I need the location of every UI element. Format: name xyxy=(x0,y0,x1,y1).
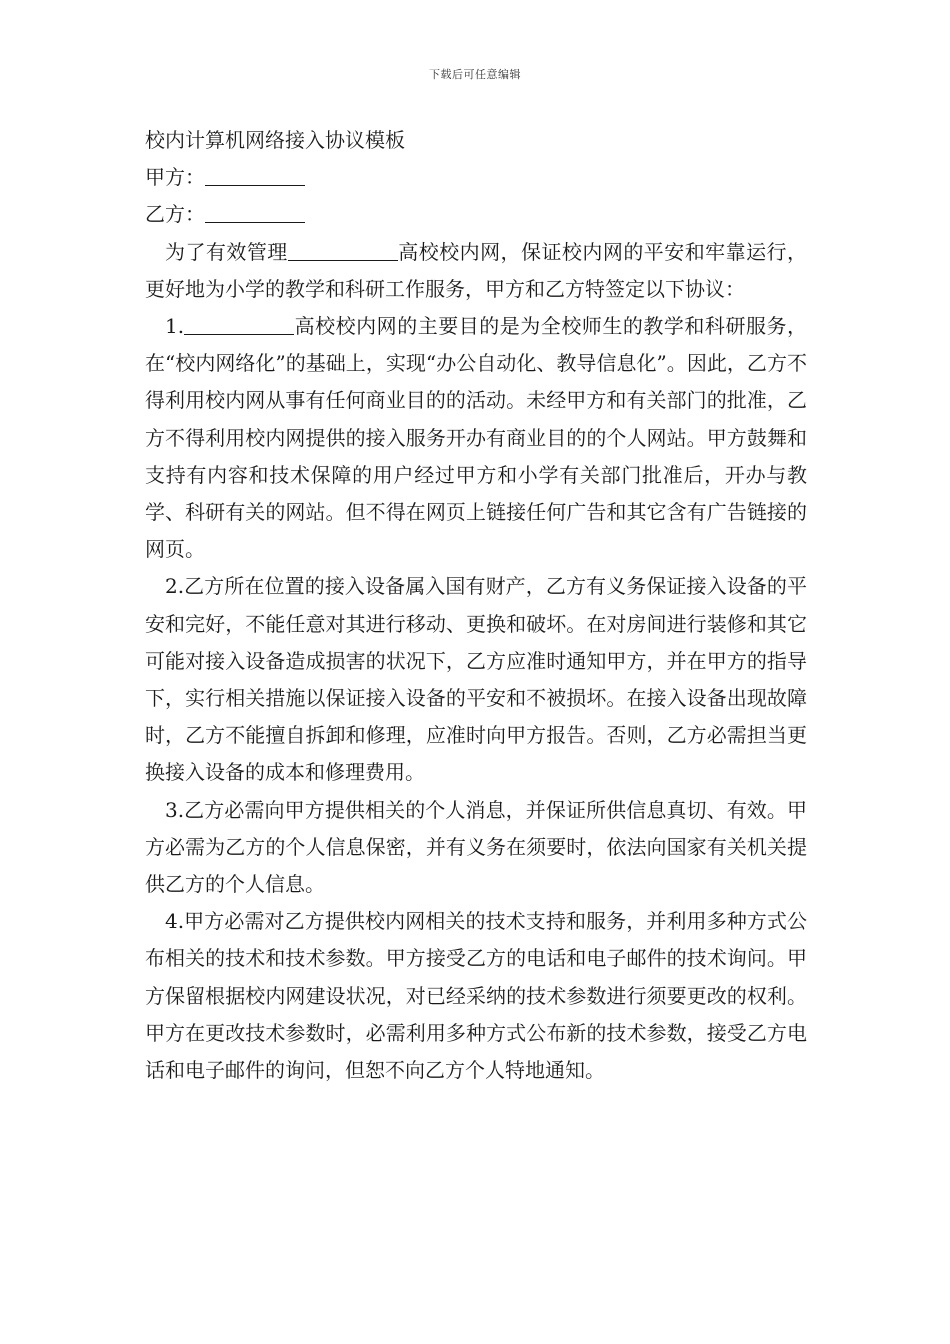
party-b-blank xyxy=(205,200,305,223)
party-a-blank xyxy=(205,163,305,186)
clause-1-blank xyxy=(184,312,294,335)
clause-1-number: 1. xyxy=(165,314,185,339)
party-a-line xyxy=(145,159,807,196)
clause-1-text: 高校校内网的主要目的是为全校师生的教学和科研服务，在“校内网络化”的基础上，实现“办公自动化、教导信息化”。因此，乙方不得利用校内网从事有任何商业目的的活动。未经甲方和有关部门的批准，乙方不得利用校内网提供的接入服务开办有商业目的的个人网站。甲方鼓舞和支持有内容和技术保障的用户经过甲方和小学有关部门批准后，开办与教学、科研有关的网站。但不得在网页上链接任何广告和其它含有广告链接的网页。 xyxy=(145,314,807,562)
party-a-label: 甲方： xyxy=(145,165,205,190)
school-name-blank xyxy=(288,238,398,261)
clause-1 xyxy=(145,308,807,568)
clause-2: 2.乙方所在位置的接入设备属入国有财产，乙方有义务保证接入设备的平安和完好，不能任意对其进行移动、更换和破坏。在对房间进行装修和其它可能对接入设备造成损害的状况下，乙方应准时通知甲方，并在甲方的指导下，实行相关措施以保证接入设备的平安和不被损坏。在接入设备出现故障时，乙方不能擅自拆卸和修理，应准时向甲方报告。否则，乙方必需担当更换接入设备的成本和修理费用。 xyxy=(145,574,807,785)
header-note: 下载后可任意编辑 xyxy=(429,68,521,81)
intro-before: 为了有效管理 xyxy=(165,239,288,264)
party-b-label: 乙方： xyxy=(145,202,205,227)
clause-4: 4.甲方必需对乙方提供校内网相关的技术支持和服务，并利用多种方式公布相关的技术和技术参数。甲方接受乙方的电话和电子邮件的技术询问。甲方保留根据校内网建设状况，对已经采纳的技术参数进行须要更改的权利。甲方在更改技术参数时，必需利用多种方式公布新的技术参数，接受乙方电话和电子邮件的询问，但恕不向乙方个人特地通知。 xyxy=(145,909,807,1083)
party-b-line xyxy=(145,196,807,233)
intro-after: 高校校内网，保证校内网的平安和牢靠运行，更好地为小学的教学和科研工作服务，甲方和乙方特签定以下协议： xyxy=(145,239,808,301)
clause-3: 3.乙方必需向甲方提供相关的个人消息，并保证所供信息真切、有效。甲方必需为乙方的个人信息保密，并有义务在须要时，依法向国家有关机关提供乙方的个人信息。 xyxy=(145,797,807,897)
intro-paragraph xyxy=(145,234,807,308)
document-body xyxy=(145,122,807,1089)
document-title: 校内计算机网络接入协议模板 xyxy=(145,128,405,152)
